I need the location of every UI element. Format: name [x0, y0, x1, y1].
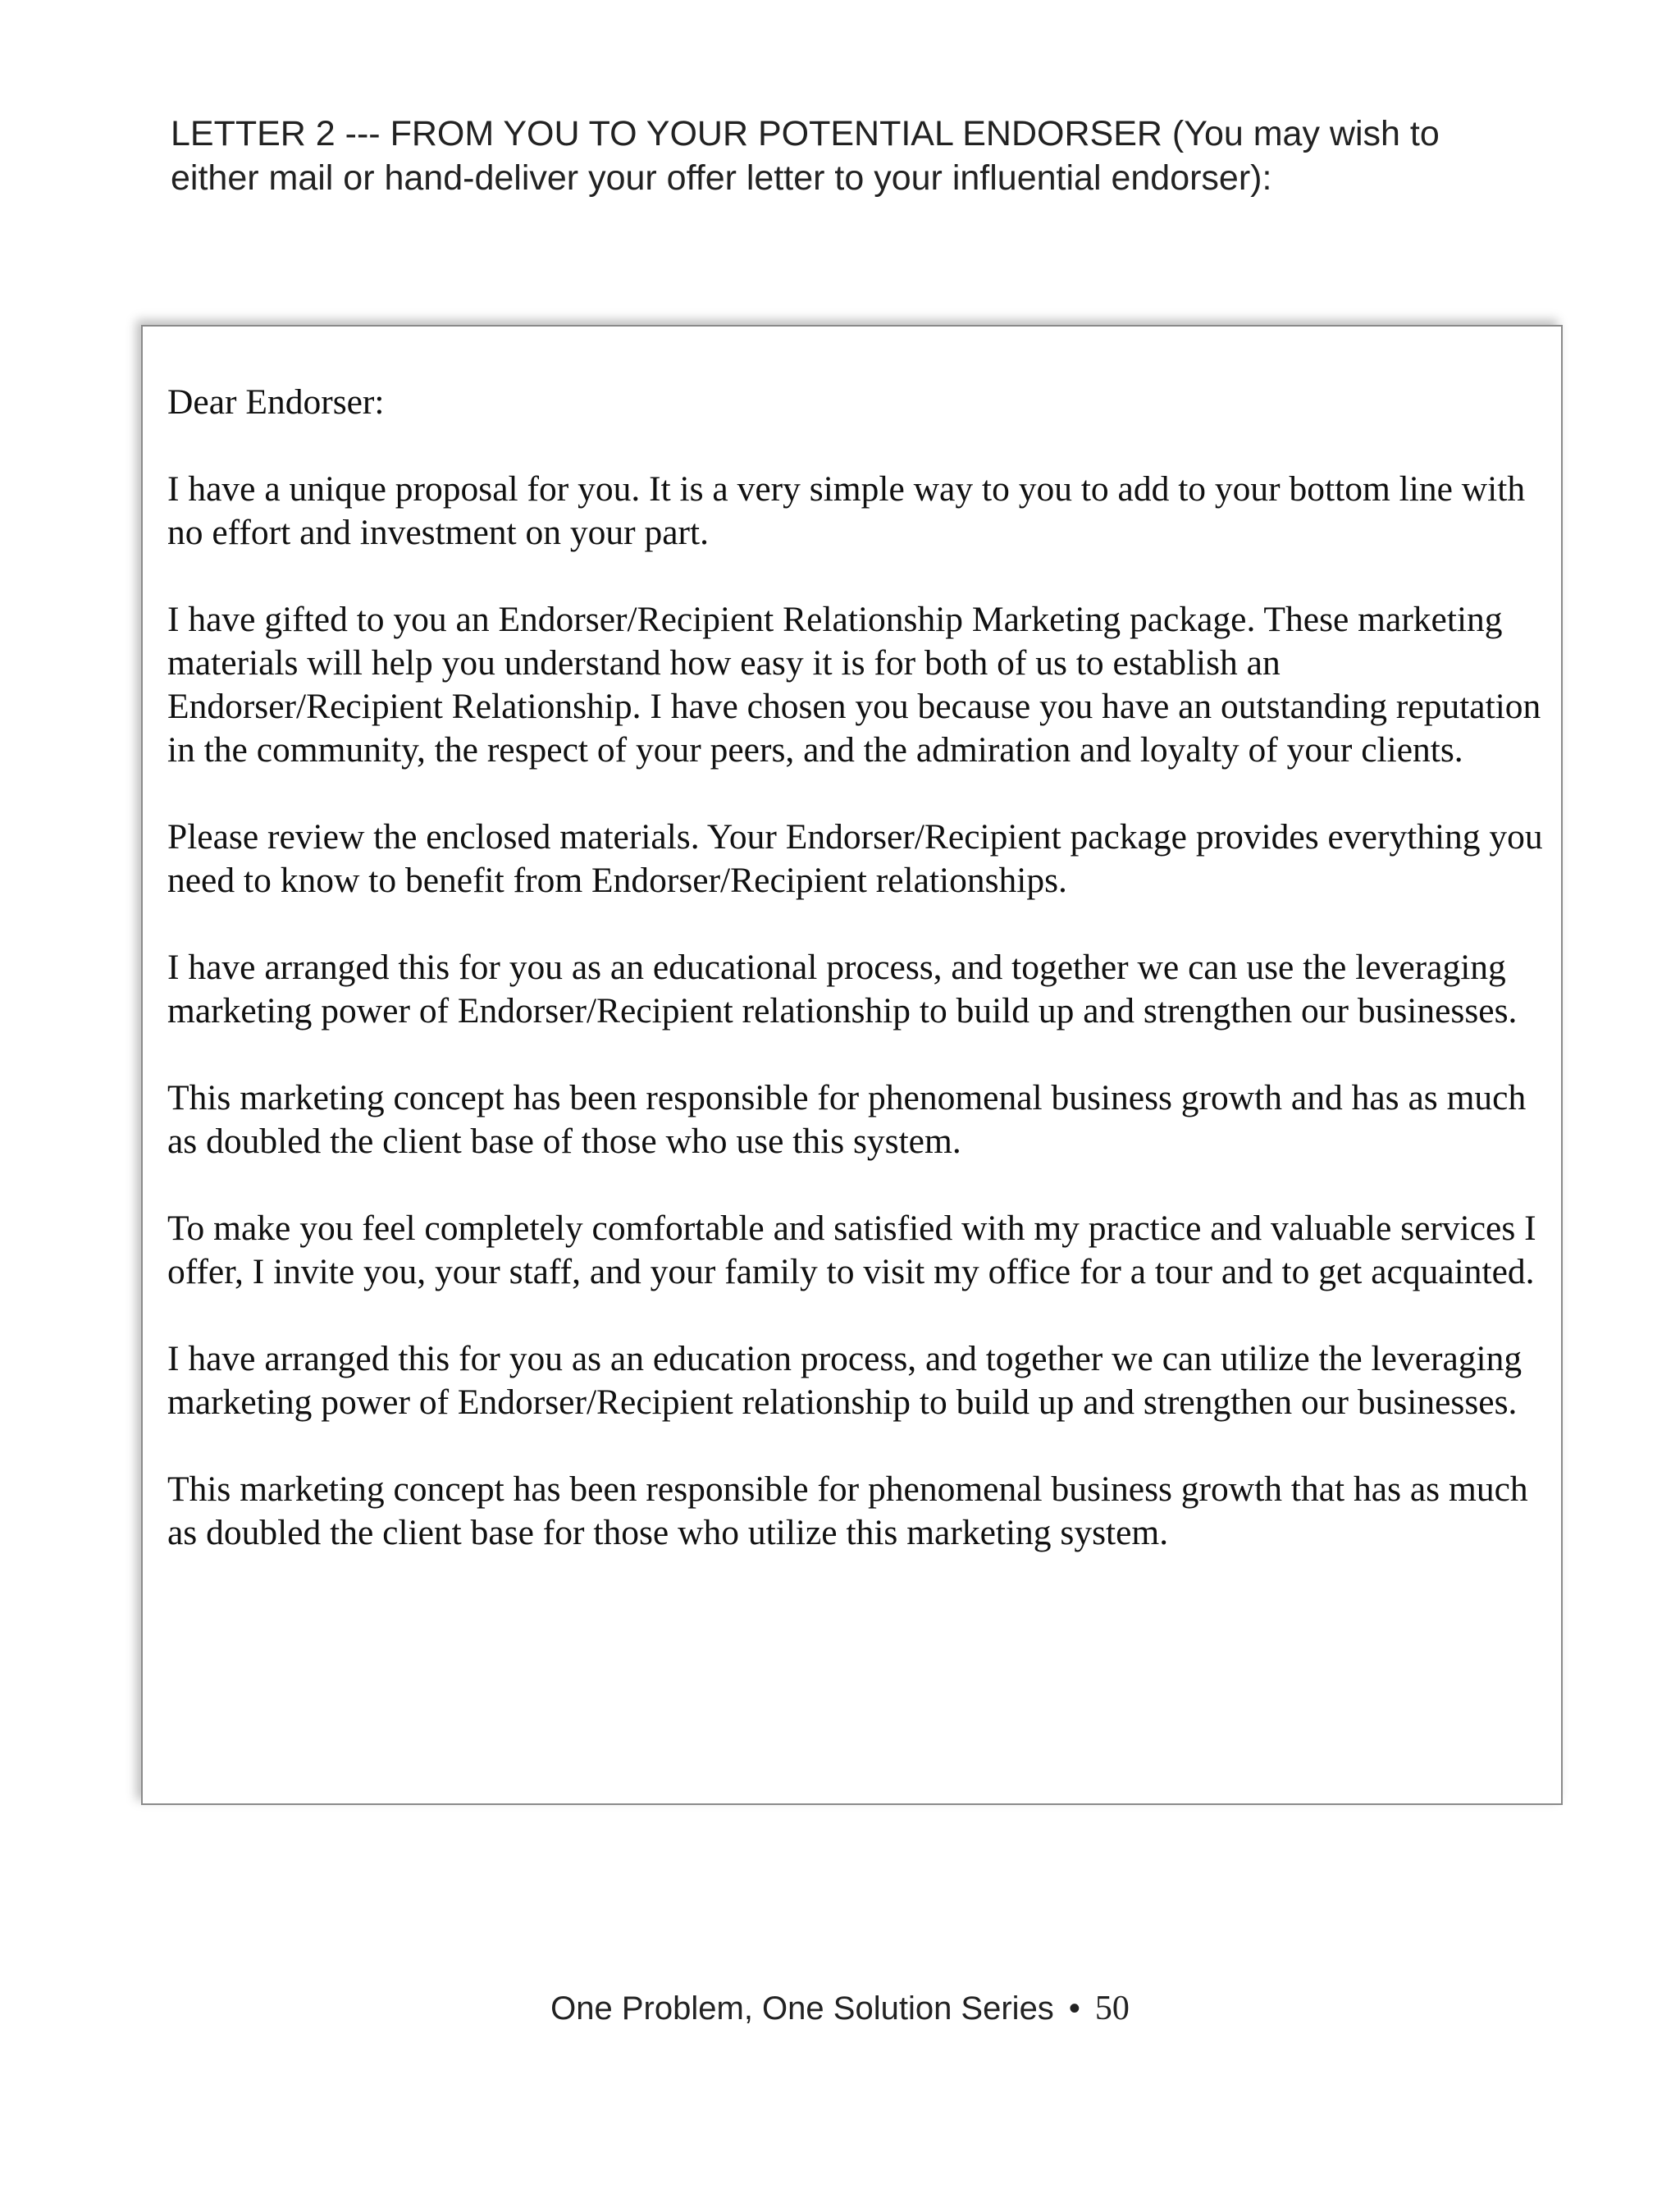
letter-paragraph: I have gifted to you an Endorser/Recipient Relationship Marketing package. These marketing materials will help you understand how easy it is for both of us to establish an Endorser/Recipient Relationship. I have chosen you because you have an outstanding reputation in the community, the respect of your peers, and the admiration and loyalty of your clients. — [167, 600, 1541, 770]
page-footer — [0, 1989, 1680, 2028]
letter-box — [141, 325, 1563, 1805]
page-number: 50 — [1094, 1990, 1130, 2027]
letter-salutation: Dear Endorser: — [167, 382, 385, 422]
footer-bullet: • — [1068, 1990, 1080, 2027]
letter-paragraph: This marketing concept has been responsible for phenomenal business growth that has as much as doubled the client base for those who utilize this marketing system. — [167, 1469, 1528, 1552]
letter-body — [167, 381, 1545, 1598]
letter-paragraph: To make you feel completely comfortable and satisfied with my practice and valuable services I offer, I invite you, your staff, and your family to visit my office for a tour and to get acquainted. — [167, 1209, 1536, 1291]
series-title: One Problem, One Solution Series — [550, 1990, 1054, 2027]
page-heading: LETTER 2 --- FROM YOU TO YOUR POTENTIAL ENDORSER (You may wish to either mail or hand-deliver your offer letter to your influential endorser): — [171, 114, 1440, 198]
letter-paragraph: This marketing concept has been responsible for phenomenal business growth and has as much as doubled the client base of those who use this system. — [167, 1078, 1527, 1161]
letter-paragraph: I have arranged this for you as an education process, and together we can utilize the leveraging marketing power of Endorser/Recipient relationship to build up and strengthen our businesses. — [167, 1339, 1522, 1422]
letter-paragraph: Please review the enclosed materials. Your Endorser/Recipient package provides everything you need to know to benefit from Endorser/Recipient relationships. — [167, 817, 1543, 900]
letter-paragraph: I have a unique proposal for you. It is a very simple way to you to add to your bottom line with no effort and investment on your part. — [167, 469, 1526, 552]
letter-paragraph: I have arranged this for you as an educational process, and together we can use the leveraging marketing power of Endorser/Recipient relationship to build up and strengthen our businesses. — [167, 948, 1518, 1031]
